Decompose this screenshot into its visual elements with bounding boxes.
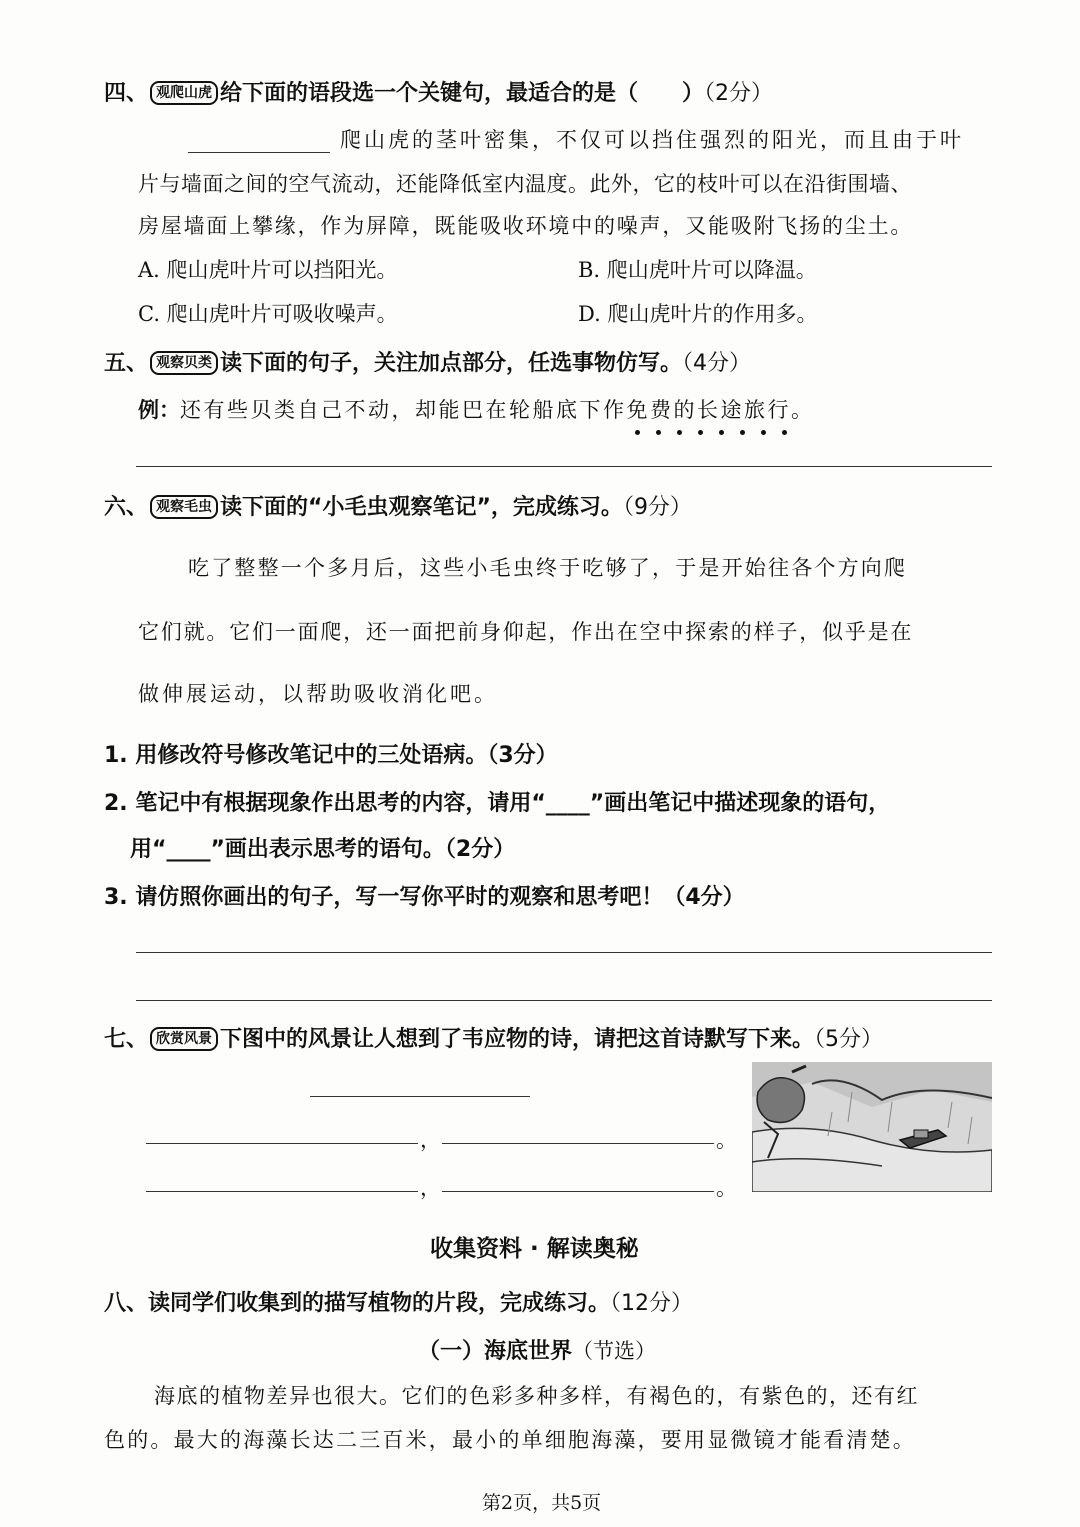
q4-heading bbox=[104, 76, 773, 107]
q6-sub2-line2: 用“____”画出表示思考的语句。（2分） bbox=[130, 837, 516, 862]
q4-passage-line1: 爬山虎的茎叶密集，不仅可以挡住强烈的阳光，而且由于叶 bbox=[340, 128, 964, 152]
q7-period-1: 。 bbox=[716, 1128, 737, 1152]
q8-subtitle-note: （节选） bbox=[572, 1339, 657, 1363]
q4-option-b[interactable]: B. 爬山虎叶片可以降温。 bbox=[578, 258, 817, 282]
q7-topic-tag: 欣赏风景 bbox=[150, 1027, 218, 1051]
q6-sub1: 1. 用修改符号修改笔记中的三处语病。（3分） bbox=[104, 743, 558, 768]
q7-number: 七、 bbox=[104, 1027, 149, 1052]
q8-heading bbox=[104, 1286, 693, 1317]
q4-topic-tag: 观爬山虎 bbox=[150, 81, 218, 105]
q5-heading bbox=[104, 346, 751, 377]
q5-topic-tag: 观察贝类 bbox=[150, 351, 218, 375]
q8-prompt: 读同学们收集到的描写植物的片段，完成练习。 bbox=[148, 1291, 611, 1316]
q8-subtitle-text: （一）海底世界 bbox=[418, 1339, 573, 1364]
q7-title-blank[interactable] bbox=[310, 1096, 530, 1097]
q7-blank-4[interactable] bbox=[442, 1191, 714, 1192]
q4-score: （2分） bbox=[704, 81, 774, 106]
q6-answer-line1[interactable] bbox=[136, 952, 992, 953]
q6-sub3: 3. 请仿照你画出的句子，写一写你平时的观察和思考吧！（4分） bbox=[104, 885, 745, 910]
q8-score: （12分） bbox=[610, 1291, 694, 1316]
q6-topic-tag: 观察毛虫 bbox=[150, 495, 218, 519]
q7-blank-3[interactable] bbox=[146, 1191, 418, 1192]
q7-blank-2[interactable] bbox=[442, 1143, 714, 1144]
q5-example-text: 还有些贝类自己不动，却能巴在轮船底下作免费的长途旅行。 bbox=[180, 398, 815, 422]
section-title: 收集资料 · 解读奥秘 bbox=[430, 1236, 639, 1262]
ferry-landscape-illustration bbox=[752, 1062, 992, 1192]
q4-answer-blank[interactable] bbox=[188, 152, 330, 153]
q7-prompt: 下图中的风景让人想到了韦应物的诗，请把这首诗默写下来。 bbox=[220, 1027, 815, 1052]
q4-prompt: 给下面的语段选一个关键句，最适合的是（ ） bbox=[220, 81, 705, 106]
q6-note-line3: 做伸展运动，以帮助吸收消化吧。 bbox=[138, 682, 498, 706]
q6-heading bbox=[104, 490, 692, 521]
q5-example-label: 例： bbox=[138, 398, 180, 422]
q5-score: （4分） bbox=[682, 351, 752, 376]
q7-comma-2: ， bbox=[420, 1176, 441, 1200]
q5-prompt: 读下面的句子，关注加点部分，任选事物仿写。 bbox=[220, 351, 683, 376]
q6-answer-line2[interactable] bbox=[136, 1000, 992, 1001]
q6-score: （9分） bbox=[622, 495, 692, 520]
q6-note-line2: 它们就。它们一面爬，还一面把前身仰起，作出在空中探索的样子，似乎是在 bbox=[138, 620, 914, 644]
q7-period-2: 。 bbox=[716, 1176, 737, 1200]
q7-comma-1: ， bbox=[420, 1128, 441, 1152]
q6-prompt: 读下面的“小毛虫观察笔记”，完成练习。 bbox=[220, 495, 623, 520]
q4-option-a[interactable]: A. 爬山虎叶片可以挡阳光。 bbox=[138, 258, 398, 282]
q8-para-line1: 海底的植物差异也很大。它们的色彩多种多样，有褐色的，有紫色的，还有红 bbox=[154, 1384, 919, 1408]
q4-passage-line3: 房屋墙面上攀缘，作为屏障，既能吸收环境中的噪声，又能吸附飞扬的尘土。 bbox=[138, 214, 914, 238]
q4-option-d[interactable]: D. 爬山虎叶片的作用多。 bbox=[578, 302, 818, 326]
q6-note-line1: 吃了整整一个多月后，这些小毛虫终于吃够了，于是开始往各个方向爬 bbox=[188, 556, 908, 580]
q6-number: 六、 bbox=[104, 495, 149, 520]
q4-passage-line2: 片与墙面之间的空气流动，还能降低室内温度。此外，它的枝叶可以在沿街围墙、 bbox=[138, 172, 912, 196]
q5-emphasis-dots bbox=[635, 420, 803, 439]
q6-sub2-line1: 2. 笔记中有根据现象作出思考的内容，请用“____”画出笔记中描述现象的语句， bbox=[104, 791, 891, 816]
page-number: 第2页，共5页 bbox=[482, 1492, 602, 1514]
q7-score: （5分） bbox=[814, 1027, 884, 1052]
q5-answer-line[interactable] bbox=[136, 466, 992, 467]
q7-heading bbox=[104, 1022, 883, 1053]
q4-option-c[interactable]: C. 爬山虎叶片可吸收噪声。 bbox=[138, 302, 398, 326]
q5-number: 五、 bbox=[104, 351, 149, 376]
q8-subtitle bbox=[418, 1334, 656, 1365]
q7-blank-1[interactable] bbox=[146, 1143, 418, 1144]
q8-number: 八、 bbox=[104, 1291, 149, 1316]
q8-para-line2: 色的。最大的海藻长达二三百米，最小的单细胞海藻，要用显微镜才能看清楚。 bbox=[104, 1428, 916, 1452]
q4-number: 四、 bbox=[104, 81, 149, 106]
